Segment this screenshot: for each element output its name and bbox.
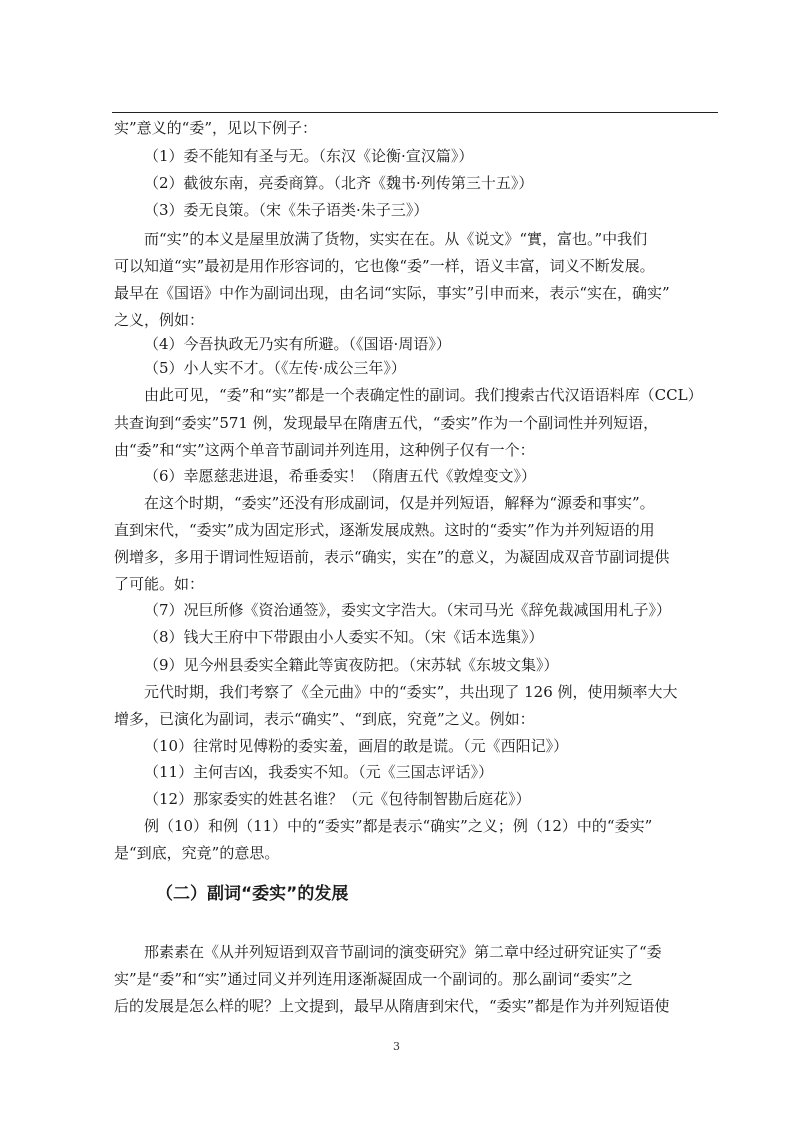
example-line: （7）况巨所修《资治通签》，委实文字浩大。（宋司马光《辞免裁减国用札子》）	[144, 601, 672, 619]
paragraph-line: 而“实”的本义是屋里放满了货物，实实在在。从《说文》“實，富也。”中我们	[144, 230, 648, 248]
paragraph-line: 直到宋代，“委实”成为固定形式，逐渐发展成熟。这时的“委实”作为并列短语的用	[114, 521, 655, 539]
header-rule	[112, 112, 718, 113]
example-line: （2）截彼东南，亮委商算。（北齐《魏书·列传第三十五》）	[144, 174, 534, 192]
paragraph-line: 在这个时期，“委实”还没有形成副词，仅是并列短语，解释为“源委和事实”。	[144, 494, 655, 512]
paragraph-line: 共查询到“委实”571 例，发现最早在隋唐五代，“委实”作为一个副词性并列短语，	[114, 414, 659, 432]
example-line: （12）那家委实的姓甚名谁？（元《包待制智勘后庭花》）	[144, 790, 531, 808]
example-line: （8）钱大王府中下带跟由小人委实不知。（宋《话本选集》）	[144, 628, 544, 646]
page-number: 3	[393, 1040, 400, 1053]
paragraph-line: 由“委”和“实”这两个单音节副词并列连用，这种例子仅有一个：	[114, 441, 535, 459]
paragraph-line: 是“到底，究竟”的意思。	[114, 844, 280, 862]
paragraph-line: 增多，已演化为副词，表示“确实”、“到底，究竟”之义。例如：	[114, 710, 535, 728]
paragraph-line: 实”意义的“委”，见以下例子：	[114, 119, 318, 137]
example-line: （5）小人实不才。（《左传·成公三年》）	[144, 359, 406, 377]
paragraph-line: 邢素素在《从并列短语到双音节副词的演变研究》第二章中经过研究证实了“委	[144, 943, 662, 961]
paragraph-line: 之义，例如：	[114, 311, 205, 329]
example-line: （9）见今州县委实全籍此等寅夜防把。（宋苏轼《东坡文集》）	[144, 656, 559, 674]
paragraph-line: 由此可见，“委”和“实”都是一个表确定性的副词。我们搜索古代汉语语料库（CCL）	[144, 386, 703, 404]
paragraph-line: 元代时期，我们考察了《全元曲》中的“委实”，共出现了 126 例，使用频率大大	[144, 683, 678, 701]
example-line: （11）主何吉凶，我委实不知。（元《三国志评话》）	[144, 763, 494, 781]
paragraph-line: 最早在《国语》中作为副词出现，由名词“实际，事实”引申而来，表示“实在，确实”	[114, 284, 670, 302]
paragraph-line: 了可能。如：	[114, 575, 205, 593]
example-line: （4）今吾执政无乃实有所避。（《国语·周语》）	[144, 335, 451, 353]
example-line: （3）委无良策。（宋《朱子语类·朱子三》）	[144, 201, 429, 219]
example-line: （6）幸愿慈悲进退，希垂委实！（隋唐五代《敦煌变文》）	[144, 467, 537, 485]
example-line: （1）委不能知有圣与无。（东汉《论衡·宣汉篇》）	[144, 147, 474, 165]
paragraph-line: 实”是“委”和“实”通过同义并列连用逐渐凝固成一个副词的。那么副词“委实”之	[114, 970, 633, 988]
paragraph-line: 例（10）和例（11）中的“委实”都是表示“确实”之义；例（12）中的“委实”	[144, 817, 653, 835]
paragraph-line: 例增多，多用于谓词性短语前，表示“确实，实在”的意义，为凝固成双音节副词提供	[114, 548, 670, 566]
section-heading: （二）副词“委实”的发展	[156, 884, 349, 904]
paragraph-line: 可以知道“实”最初是用作形容词的，它也像“委”一样，语义丰富，词义不断发展。	[114, 257, 655, 275]
example-line: （10）往常时见傅粉的委实羞，画眉的敢是谎。（元《西阳记》）	[144, 737, 569, 755]
paragraph-line: 后的发展是怎么样的呢？上文提到，最早从隋唐到宋代，“委实”都是作为并列短语使	[114, 997, 670, 1015]
